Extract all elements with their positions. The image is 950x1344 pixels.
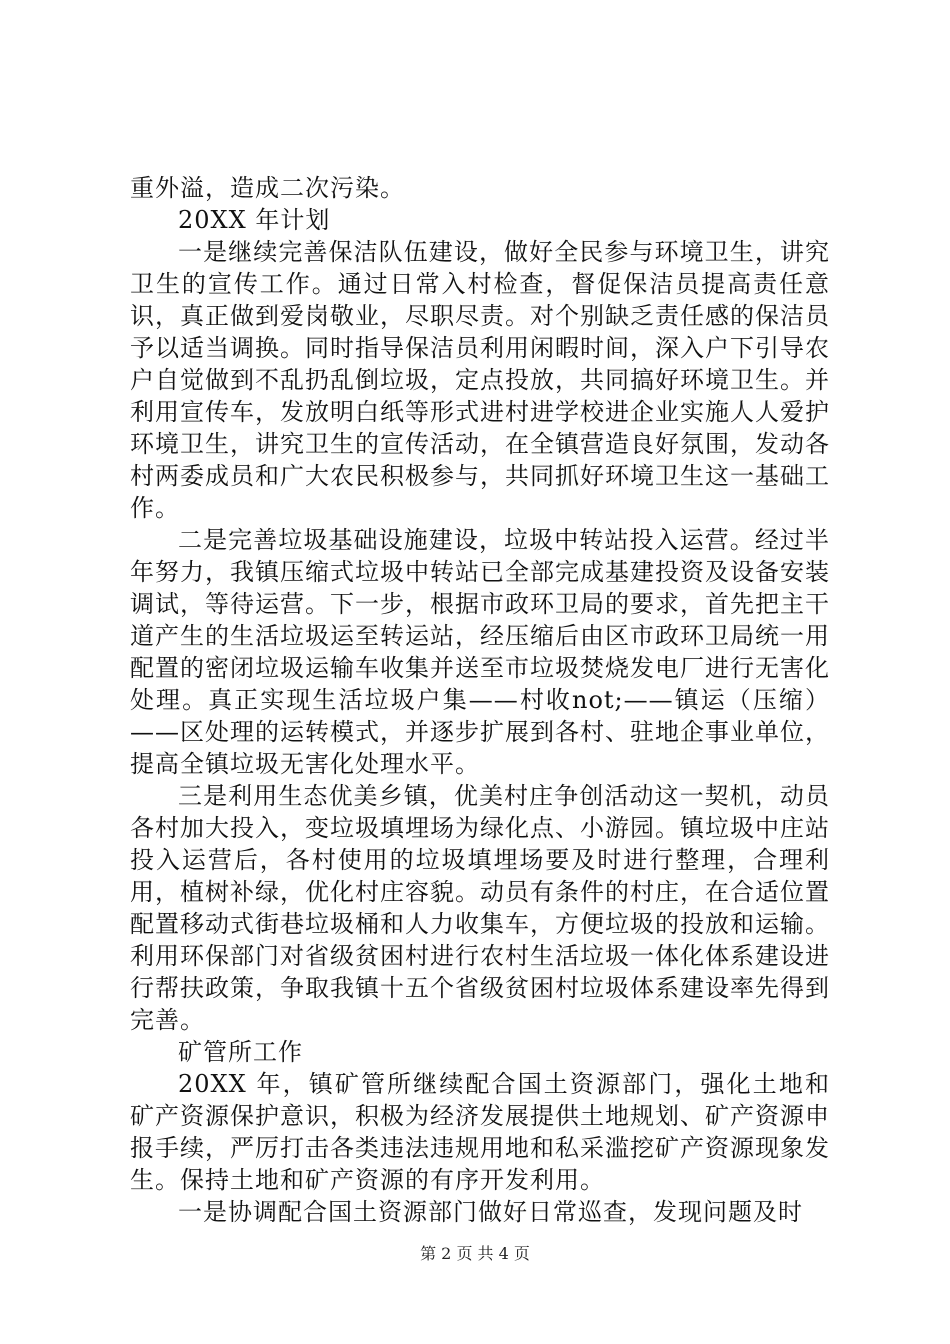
section-heading-plan: 20XX 年计划 <box>178 206 331 234</box>
paragraph-mining-item-1: 一是协调配合国土资源部门做好日常巡查，发现问题及时 <box>178 1198 803 1226</box>
paragraph-1: 重外溢，造成二次污染。 <box>130 174 405 202</box>
document-body <box>130 172 830 1228</box>
page-footer: 第 2 页 共 4 页 <box>420 1244 530 1263</box>
paragraph-plan-item-2: 二是完善垃圾基础设施建设，垃圾中转站投入运营。经过半年努力，我镇压缩式垃圾中转站已全部完成基建投资及设备安装调试，等待运营。下一步，根据市政环卫局的要求，首先把主干道产生的生活垃圾运至转运站，经压缩后由区市政环卫局统一用配置的密闭垃圾运输车收集并送至市垃圾焚烧发电厂进行无害化处理。真正实现生活垃圾户集——村收not;——镇运（压缩）——区处理的运转模式，并逐步扩展到各村、驻地企事业单位，提高全镇垃圾无害化处理水平。 <box>130 526 830 778</box>
paragraph-plan-item-3: 三是利用生态优美乡镇，优美村庄争创活动这一契机，动员各村加大投入，变垃圾填埋场为绿化点、小游园。镇垃圾中庄站投入运营后，各村使用的垃圾填埋场要及时进行整理，合理利用，植树补绿，优化村庄容貌。动员有条件的村庄，在合适位置配置移动式街巷垃圾桶和人力收集车，方便垃圾的投放和运输。利用环保部门对省级贫困村进行农村生活垃圾一体化体系建设进行帮扶政策，争取我镇十五个省级贫困村垃圾体系建设率先得到完善。 <box>130 782 830 1034</box>
section-heading-mining: 矿管所工作 <box>178 1038 303 1066</box>
paragraph-mining-intro: 20XX 年，镇矿管所继续配合国土资源部门，强化土地和矿产资源保护意识，积极为经济发展提供土地规划、矿产资源申报手续，严厉打击各类违法违规用地和私采滥挖矿产资源现象发生。保持土地和矿产资源的有序开发利用。 <box>130 1070 830 1194</box>
paragraph-plan-item-1: 一是继续完善保洁队伍建设，做好全民参与环境卫生，讲究卫生的宣传工作。通过日常入村检查，督促保洁员提高责任意识，真正做到爱岗敬业，尽职尽责。对个别缺乏责任感的保洁员予以适当调换。同时指导保洁员利用闲暇时间，深入户下引导农户自觉做到不乱扔乱倒垃圾，定点投放，共同搞好环境卫生。并利用宣传车，发放明白纸等形式进村进学校进企业实施人人爱护环境卫生，讲究卫生的宣传活动，在全镇营造良好氛围，发动各村两委成员和广大农民积极参与，共同抓好环境卫生这一基础工作。 <box>130 238 830 522</box>
